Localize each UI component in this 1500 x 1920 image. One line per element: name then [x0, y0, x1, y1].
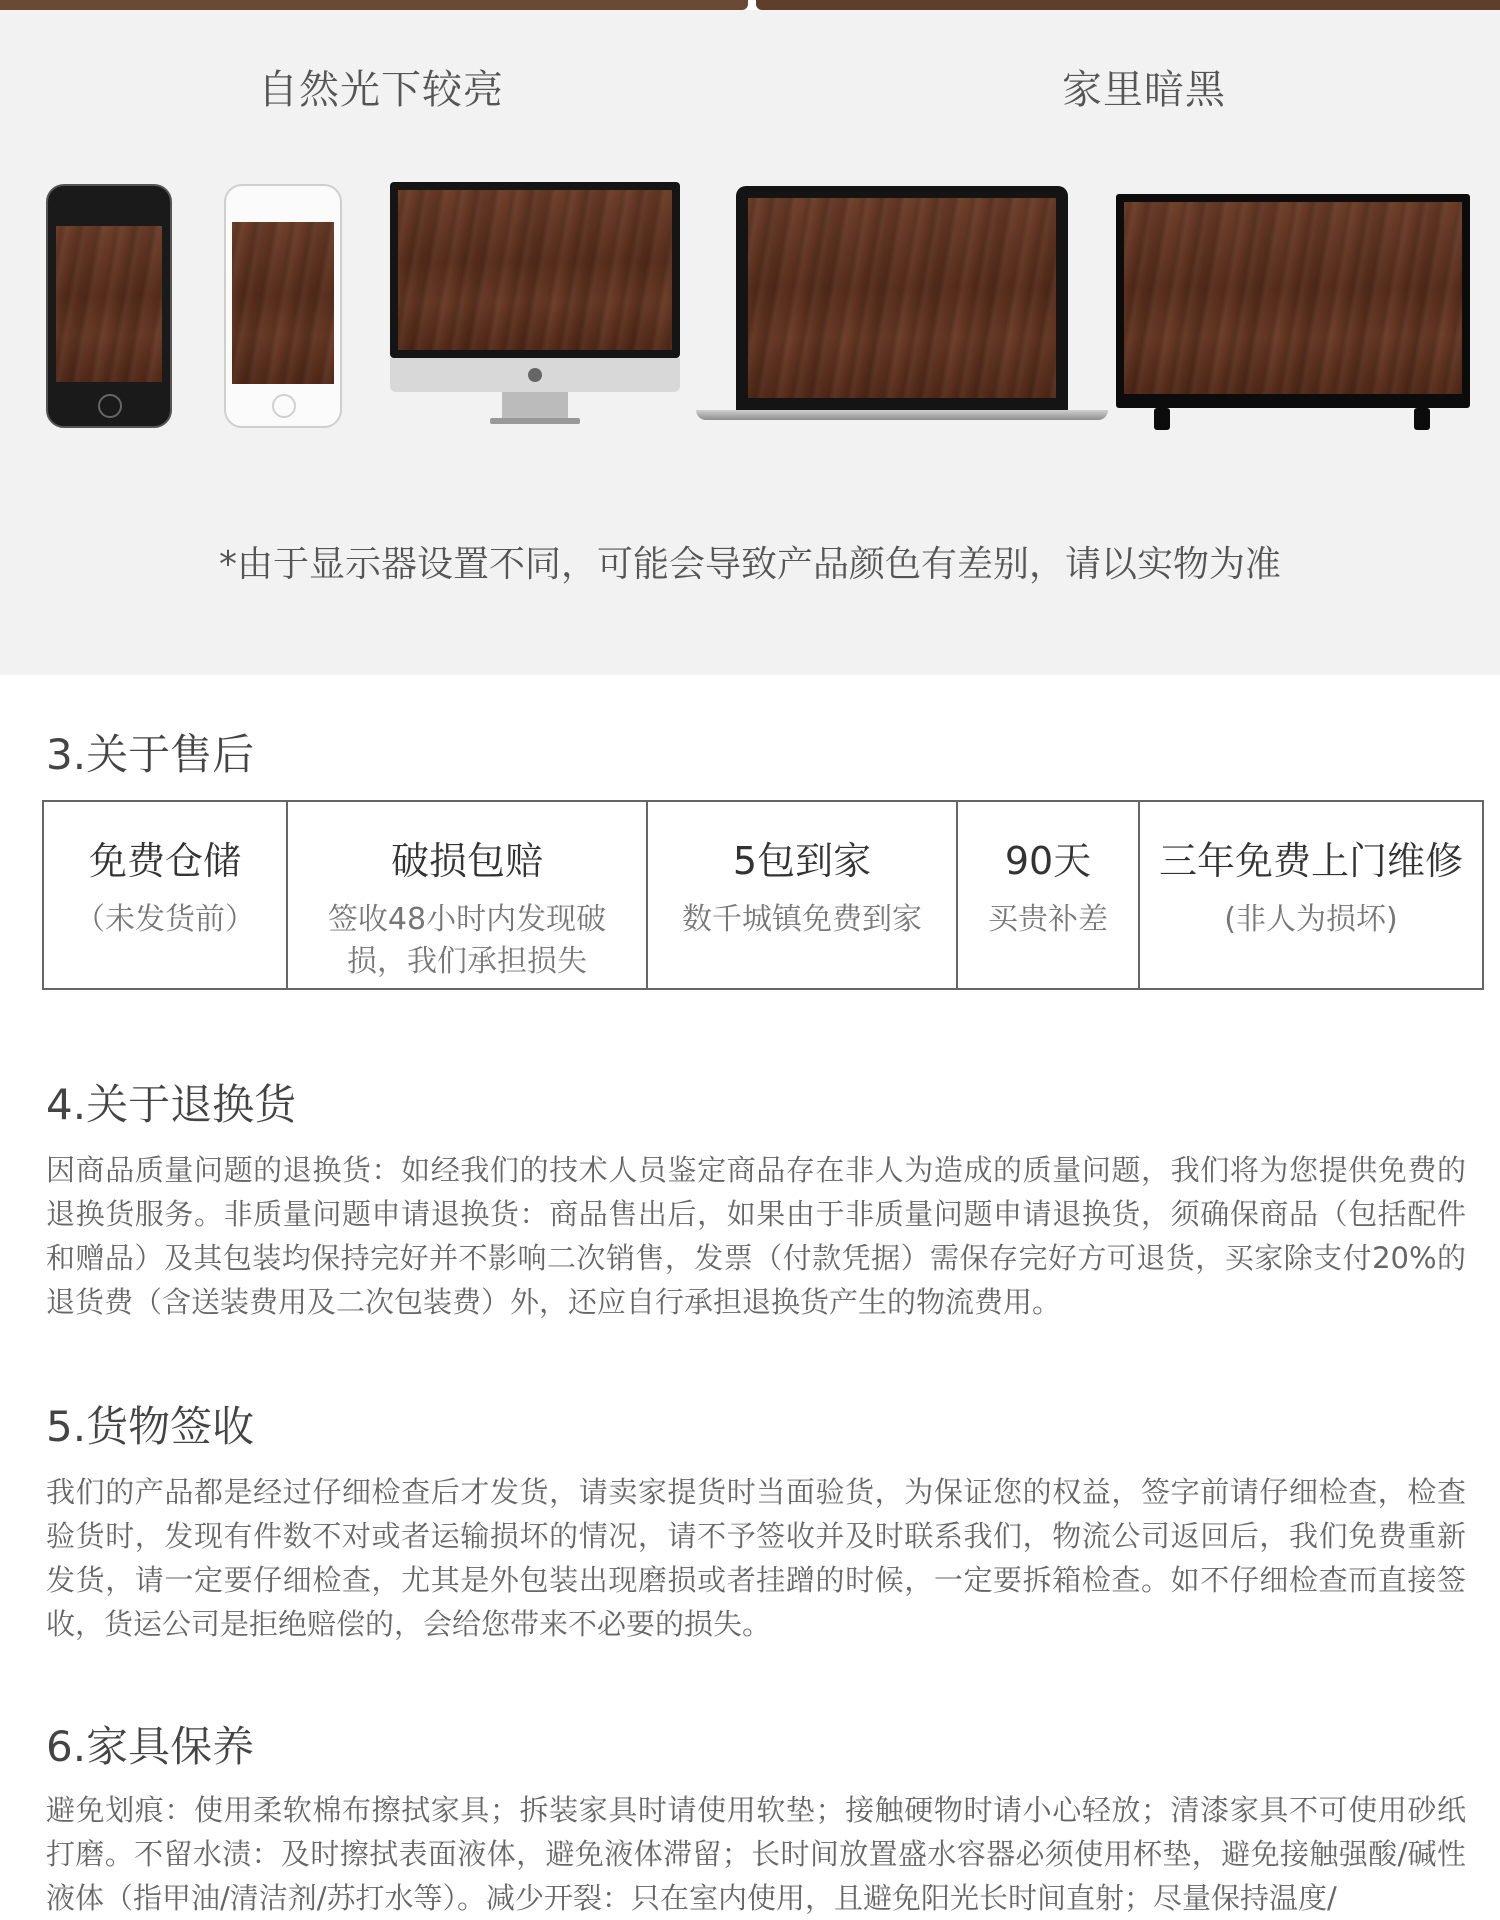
wood-screen: [1124, 202, 1462, 394]
wood-swatch-left: [0, 0, 748, 10]
service-heading: 90天: [1004, 839, 1092, 883]
service-heading: 免费仓储: [88, 839, 241, 883]
wood-swatch-right: [756, 0, 1500, 10]
display-comparison-panel: [0, 10, 1500, 675]
service-heading: 5包到家: [732, 839, 872, 883]
care-title: 6.家具保养: [46, 1722, 255, 1771]
returns-text: 因商品质量问题的退换货：如经我们的技术人员鉴定商品存在非人为造成的质量问题，我们将为您提供免费的退换货服务。非质量问题申请退换货：商品售出后，如果由于非质量问题申请退换货，须确保商品（包括配件和赠品）及其包装均保持完好并不影响二次销售，发票（付款凭据）需保存完好方可退货，买家除支付20%的退货费（含送装费用及二次包装费）外，还应自行承担退换货产生的物流费用。: [46, 1153, 1466, 1319]
black-phone-device: [46, 184, 172, 428]
service-damage-compensation: [288, 802, 648, 988]
label-dark-home: 家里暗黑: [1062, 67, 1226, 113]
care-text: 避免划痕：使用柔软棉布擦拭家具；拆装家具时请使用软垫；接触硬物时请小心轻放；清漆家具不可使用砂纸打磨。不留水渍：及时擦拭表面液体，避免液体滞留；长时间放置盛水容器必须使用杯垫，避免接触强酸/碱性液体（指甲油/清洁剂/苏打水等）。减少开裂：只在室内使用，且避免阳光长时间直射；尽量保持温度/: [46, 1793, 1466, 1915]
apple-logo-icon: [528, 368, 542, 382]
aftersales-table: [42, 800, 1484, 990]
tv-device: [1116, 194, 1470, 430]
home-button-icon: [272, 394, 296, 418]
aftersales-title: 3.关于售后: [46, 730, 255, 779]
wood-screen: [232, 222, 334, 384]
service-heading: 三年免费上门维修: [1158, 839, 1463, 883]
receipt-text: 我们的产品都是经过仔细检查后才发货，请卖家提货时当面验货，为保证您的权益，签字前请仔细检查，检查验货时，发现有件数不对或者运输损坏的情况，请不予签收并及时联系我们，物流公司返回后，我们免费重新发货，请一定要仔细检查，尤其是外包装出现磨损或者挂蹭的时候，一定要拆箱检查。如不仔细检查而直接签收，货运公司是拒绝赔偿的，会给您带来不必要的损失。: [46, 1475, 1466, 1641]
service-desc: 买贵补差: [988, 902, 1108, 937]
laptop-device: [696, 186, 1108, 428]
service-free-storage: [44, 802, 288, 988]
returns-title: 4.关于退换货: [46, 1080, 297, 1129]
wood-screen: [748, 198, 1056, 398]
home-button-icon: [98, 394, 122, 418]
desktop-monitor-device: [390, 182, 680, 432]
service-desc: 签收48小时内发现破损，我们承担损失: [327, 902, 607, 979]
service-price-guarantee: [958, 802, 1140, 988]
service-desc: (非人为损坏): [1224, 902, 1398, 937]
service-delivery: [648, 802, 958, 988]
receipt-title: 5.货物签收: [46, 1402, 255, 1451]
white-phone-device: [224, 184, 342, 428]
wood-screen: [398, 190, 672, 350]
color-disclaimer: *由于显示器设置不同，可能会导致产品颜色有差别，请以实物为准: [218, 544, 1281, 585]
service-repair: [1140, 802, 1482, 988]
service-desc: （未发货前）: [75, 902, 255, 937]
wood-screen: [56, 226, 162, 382]
service-desc: 数千城镇免费到家: [682, 902, 922, 937]
service-heading: 破损包赔: [390, 839, 543, 883]
label-bright-light: 自然光下较亮: [258, 67, 504, 113]
